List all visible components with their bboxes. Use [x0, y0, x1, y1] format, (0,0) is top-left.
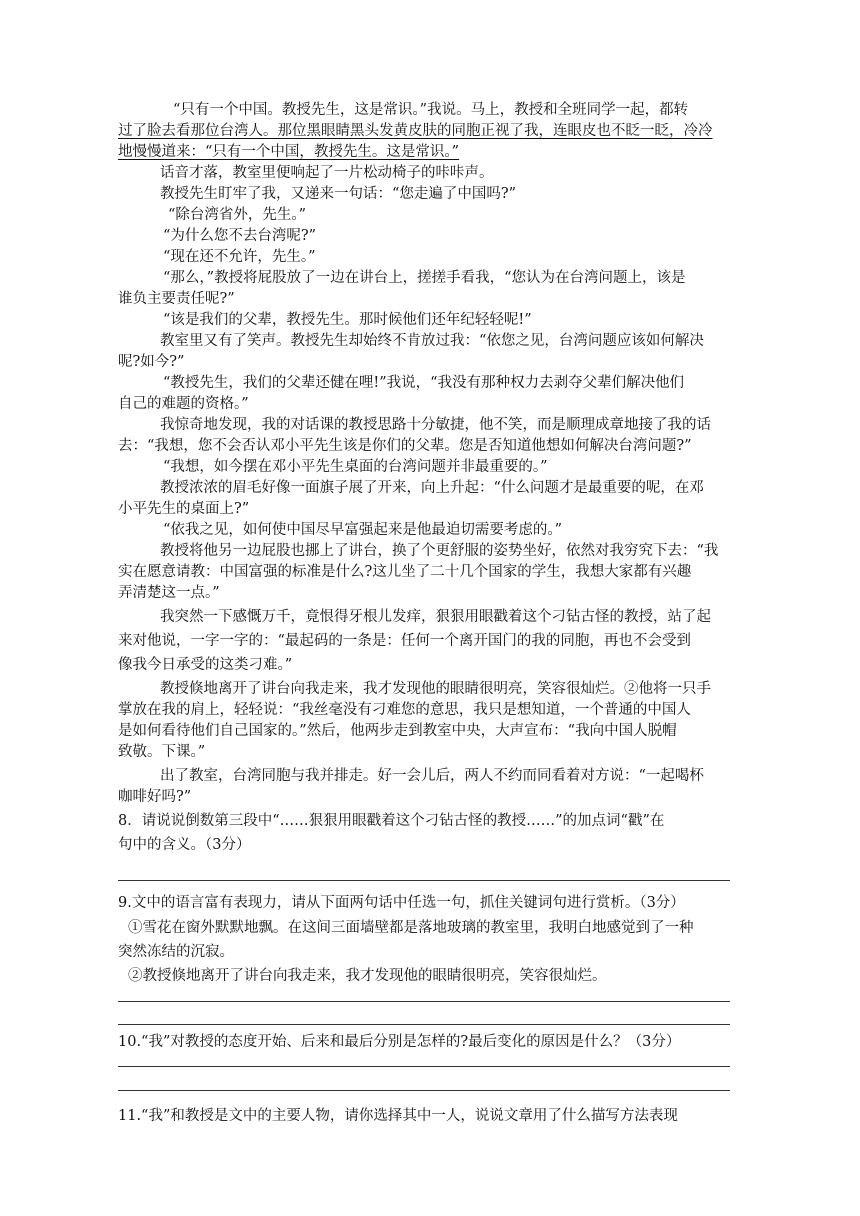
- passage-line: 教授倏地离开了讲台向我走来，我才发现他的眼睛很明亮，笑容很灿烂。②他将一只手: [160, 681, 711, 697]
- passage-line: 谁负主要责任呢?”: [118, 291, 235, 307]
- passage-line: 教授浓浓的眉毛好像一面旗子展了开来，向上升起：“什么问题才是最重要的呢，在邓: [160, 480, 704, 496]
- passage-line: “我想，如今摆在邓小平先生桌面的台湾问题并非最重要的。”: [163, 459, 548, 475]
- passage-line: 去：“我想，您不会否认邓小平先生该是你们的父辈。您是否知道他想如何解决台湾问题?”: [118, 438, 692, 454]
- answer-line[interactable]: [118, 1024, 730, 1025]
- passage-line: 来对他说，一字一字的：“最起码的一条是：任何一个离开国门的我的同胞，再也不会受到: [118, 633, 691, 649]
- passage-line: 弄清楚这一点。”: [118, 585, 220, 601]
- passage-line: “该是我们的父辈，教授先生。那时候他们还年纪轻轻呢!”: [163, 312, 532, 328]
- question-text: 8．请说说倒数第三段中“……狠狠用眼戳着这个刁钻古怪的教授……”的加点词“戳”在: [118, 813, 665, 829]
- answer-line[interactable]: [118, 1001, 730, 1002]
- passage-line: “依我之见，如何使中国尽早富强起来是他最迫切需要考虑的。”: [163, 522, 563, 538]
- passage-line: 像我今日承受的这类刁难。”: [118, 657, 293, 673]
- passage-line: 我突然一下感慨万千，竟恨得牙根儿发痒，狠狠用眼戳着这个刁钻古怪的教授，站了起: [160, 609, 711, 625]
- passage-line: 是如何看待他们自己国家的。”然后，他两步走到教室中央，大声宣布：“我向中国人脱帽: [118, 723, 677, 739]
- passage-line-underlined: 过了脸去看那位台湾人。那位黑眼睛黑头发黄皮肤的同胞正视了我，连眼皮也不眨一眨，冷冷: [118, 123, 713, 139]
- option-sentence: ①雪花在窗外默默地飘。在这间三面墙壁都是落地玻璃的教室里，我明白地感觉到了一种: [128, 920, 694, 936]
- passage-line: 实在愿意请教：中国富强的标准是什么?这儿坐了二十几个国家的学生，我想大家都有兴趣: [118, 564, 692, 580]
- passage-line-underlined: 地慢慢道来：“只有一个中国，教授先生。这是常识。”: [118, 144, 460, 160]
- passage-line: “只有一个中国。教授先生，这是常识。”我说。马上，教授和全班同学一起，都转: [173, 102, 689, 118]
- question-text: 10.“我”对教授的态度开始、后来和最后分别是怎样的?最后变化的原因是什么？（3分）: [118, 1034, 681, 1050]
- answer-line[interactable]: [118, 880, 730, 881]
- passage-line: 致敬。下课。”: [118, 744, 206, 760]
- passage-line: 教授先生盯牢了我，又递来一句话：“您走遍了中国吗?”: [160, 186, 517, 202]
- passage-line: 出了教室，台湾同胞与我并排走。好一会儿后，两人不约而同看着对方说：“一起喝杯: [160, 768, 704, 784]
- passage-line: “现在还不允许，先生。”: [163, 249, 316, 265]
- option-sentence: 突然冻结的沉寂。: [118, 944, 234, 960]
- question-text: 句中的含义。（3分）: [118, 837, 251, 853]
- passage-line: 自己的难题的资格。”: [118, 396, 249, 412]
- passage-line: “教授先生，我们的父辈还健在哩!”我说，“我没有那种权力去剥夺父辈们解决他们: [163, 375, 685, 391]
- passage-line: 我惊奇地发现，我的对话课的教授思路十分敏捷，他不笑，而是顺理成章地接了我的话: [160, 417, 711, 433]
- question-text: 11.“我”和教授是文中的主要人物，请你选择其中一人，说说文章用了什么描写方法表现: [118, 1108, 678, 1124]
- passage-line: 掌放在我的肩上，轻轻说：“我丝毫没有刁难您的意思，我只是想知道，一个普通的中国人: [118, 702, 691, 718]
- passage-line: “除台湾省外，先生。”: [168, 207, 307, 223]
- passage-line: “那么，”教授将屁股放了一边在讲台上，搓搓手看我，“您认为在台湾问题上，该是: [163, 270, 686, 286]
- answer-line[interactable]: [118, 1090, 730, 1091]
- passage-line: 教授将他另一边屁股也挪上了讲台，换了个更舒服的姿势坐好，依然对我穷究下去：“我: [160, 543, 719, 559]
- passage-line: “为什么您不去台湾呢?”: [163, 228, 317, 244]
- answer-line[interactable]: [118, 1066, 730, 1067]
- passage-line: 教室里又有了笑声。教授先生却始终不肯放过我：“依您之见，台湾问题应该如何解决: [160, 333, 704, 349]
- passage-line: 呢?如今?”: [118, 354, 185, 370]
- question-text: 9.文中的语言富有表现力，请从下面两句话中任选一句，抓住关键词句进行赏析。（3分）: [118, 895, 685, 911]
- passage-line: 话音才落，教室里便响起了一片松动椅子的咔咔声。: [160, 165, 494, 181]
- option-sentence: ②教授倏地离开了讲台向我走来，我才发现他的眼睛很明亮，笑容很灿烂。: [128, 968, 607, 984]
- passage-line: 咖啡好吗?”: [118, 789, 192, 805]
- passage-line: 小平先生的桌面上?”: [118, 501, 250, 517]
